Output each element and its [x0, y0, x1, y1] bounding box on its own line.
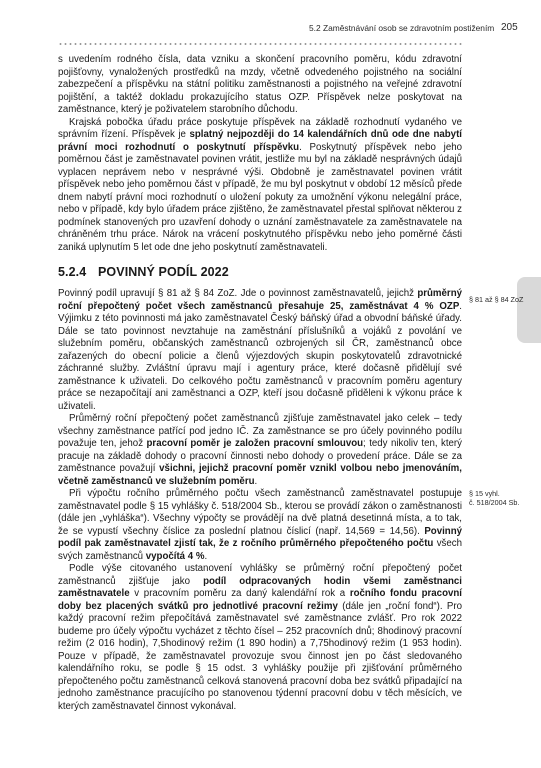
paragraph-5-text-c: všech svých zaměstnanců	[58, 538, 463, 562]
paragraph-5-bold-2: vypočítá 4 %	[145, 550, 205, 562]
paragraph-2-text-a: Krajská pobočka úřadu práce poskytuje příspěvek na základě rozhodnutí vydaného ve správním řízení. Příspěvek je	[58, 116, 462, 140]
section-title: POVINNÝ PODÍL 2022	[98, 265, 229, 279]
paragraph-1: s uvedením rodného čísla, data vzniku a skončení pracovního poměru, kódu zdravotní pojišťovny, vynaložených prostředků na mzdy, včetně odvedeného pojistného na sociální zabezpečení a příspěvku na státní politiku zaměstnanosti a pojistného na veřejné zdravotní pojištění, a taktéž dokladu prokazujícího status OZP. Příspěvek nelze poskytovat na zaměstnance, který je poživatelem starobního důchodu.	[58, 54, 462, 115]
page-body	[58, 54, 462, 713]
paragraph-4-text-c: ; tedy nikoliv ten, který pracuje na základě dohody o pracovní činnosti nebo dohody o provedení práce. Dále se za zaměstnance považují	[58, 438, 463, 474]
paragraph-6-bold-2: ročního fondu pracovní doby bez placených svátků pro jednotlivé pracovní režimy	[58, 588, 462, 612]
chapter-thumb-tab	[517, 277, 541, 343]
paragraph-4-text-e: .	[254, 475, 258, 487]
section-number: 5.2.4	[58, 265, 87, 279]
paragraph-3-bold: průměrný roční přepočtený počet všech zaměstnanců přesahuje 25, zaměstnávat 4 % OZP	[58, 288, 462, 312]
margin-note-2-line-1: § 15 vyhl.	[469, 489, 500, 498]
paragraph-4-bold-2: všichni, jejichž pracovní poměr vznikl volbou nebo jmenováním, včetně zaměstnanců ve služebním poměru	[58, 463, 462, 487]
paragraph-6-text-e: (dále jen „roční fond“). Pro každý pracovní režim přepočítává zaměstnavatel své zaměstnance zvlášť. Pro rok 2022 budeme pro účely výpočtu vycházet z těchto čísel – 252 pracovních dnů; 8hodinový pracovní režim (2 016 hodin), 7,5hodinový režim (1 890 hodin) a 7,75hodinový režim (1 953 hodin). Pouze v případě, že zaměstnavatel provozuje svou činnost jen po část sledovaného kalendářního roku, se podle § 15 odst. 3 vyhlášky použije při zjišťování průměrného přepočteného počtu zaměstnanců celková stanovená pracovní doba bez svátků připadající na jednoho zaměstnance pracujícího po stanovenou týdenní pracovní dobu v těch měsících, ve kterých zaměstnavatel činnost vykonával.	[58, 600, 462, 712]
header-dotted-divider	[58, 43, 463, 45]
margin-note-2-line-2: č. 518/2004 Sb.	[469, 498, 520, 507]
page-number: 205	[501, 22, 518, 33]
paragraph-5-text-a: Při výpočtu ročního průměrného počtu všech zaměstnanců zaměstnavatel postupuje zaměstnavatel podle § 15 vyhlášky č. 518/2004 Sb., kterou se provádí zákon o zaměstnanosti (dále jen „vyhláška“). Všechny výpočty se provádějí na dvě platná desetinná místa, a to tak, že se vypustí všechny číslice za poslední platnou číslicí (např. 14,569 = 14,56).	[58, 488, 462, 537]
section-heading	[58, 265, 462, 280]
running-header-title: 5.2 Zaměstnávání osob se zdravotním postižením	[309, 23, 495, 33]
paragraph-4	[58, 413, 462, 488]
paragraph-6-text-a: Podle výše citovaného ustanovení vyhlášky se průměrný roční přepočtený počet zaměstnanců zjišťuje jako	[58, 563, 462, 587]
margin-note-1: § 81 až § 84 ZoZ	[469, 295, 524, 304]
paragraph-6-bold-1: podíl odpracovaných hodin všemi zaměstnanci zaměstnavatele	[58, 575, 462, 599]
paragraph-2	[58, 117, 462, 255]
paragraph-6	[58, 563, 462, 713]
paragraph-6-text-c: v pracovním poměru za daný kalendářní rok a	[129, 588, 350, 599]
paragraph-3-text-a: Povinný podíl upravují § 81 až § 84 ZoZ. Jde o povinnost zaměstnavatelů, jejichž	[58, 288, 418, 299]
margin-note-2	[469, 489, 519, 507]
paragraph-3-text-c: . Výjimku z této povinnosti má jako zaměstnavatel Český báňský úřad a obvodní báňské úřady. Dále se tato povinnost nevztahuje na zaměstnání příslušníků a vojáků z povolání ve služebním poměru, občanských zaměstnanců ozbrojených sil ČR, zaměstnanců obce zařazených do obecní policie a členů výjezdových skupin poskytovatelů zdravotnické záchranné služby. Zvláštní úpravu mají i agentury práce, které dočasně přidělují své zaměstnance k uživateli. Do celkového počtu zaměstnanců v pracovním poměru agentury práce se nezapočítají ani zaměstnanci a OZP, kteří jsou dočasně přiděleni k výkonu práce k uživateli.	[58, 300, 462, 412]
paragraph-2-bold: splatný nejpozději do 14 kalendářních dnů ode dne nabytí právní moci rozhodnutí o poskytnutí příspěvku	[58, 129, 462, 153]
paragraph-2-text-c: . Poskytnutý příspěvek nebo jeho poměrnou část je zaměstnavatel povinen vrátit, jestliže mu byl na základě nesprávných údajů vyplacen neprávem nebo v nesprávné výši. Obdobně je zaměstnavatel povinen vrátit příspěvek nebo jeho poměrnou část v případě, že mu byl poskytnut v období 12 měsíců přede dnem nabytí právní moci rozhodnutí o uložení pokuty za umožnění výkonu nelegální práce, nebo v případě, kdy bylo úřadem práce zjištěno, že zaměstnavatel přestal splňovat některou z podmínek stanovených pro uzavření dohody o uznání zaměstnavatele za zaměstnavatele na chráněném trhu práce. Nárok na vrácení poskytnutého příspěvku nebo jeho poměrné části zaniká uplynutím 5 let ode dne jeho poskytnutí zaměstnavateli.	[58, 141, 462, 253]
paragraph-3	[58, 288, 462, 413]
paragraph-4-bold-1: pracovní poměr je založen pracovní smlouvou	[146, 438, 364, 449]
paragraph-5-text-e: .	[204, 550, 208, 562]
paragraph-5-bold-1: Povinný podíl pak zaměstnavatel zjistí tak, že z ročního průměrného přepočteného počtu	[58, 525, 462, 549]
paragraph-5	[58, 488, 462, 563]
paragraph-4-text-a: Průměrný roční přepočtený počet zaměstnanců zjišťuje zaměstnavatel jako celek – tedy všechny zaměstnance patřící pod jedno IČ. Za zaměstnance se pro účely povinného podílu považuje ten, jehož	[58, 413, 462, 449]
